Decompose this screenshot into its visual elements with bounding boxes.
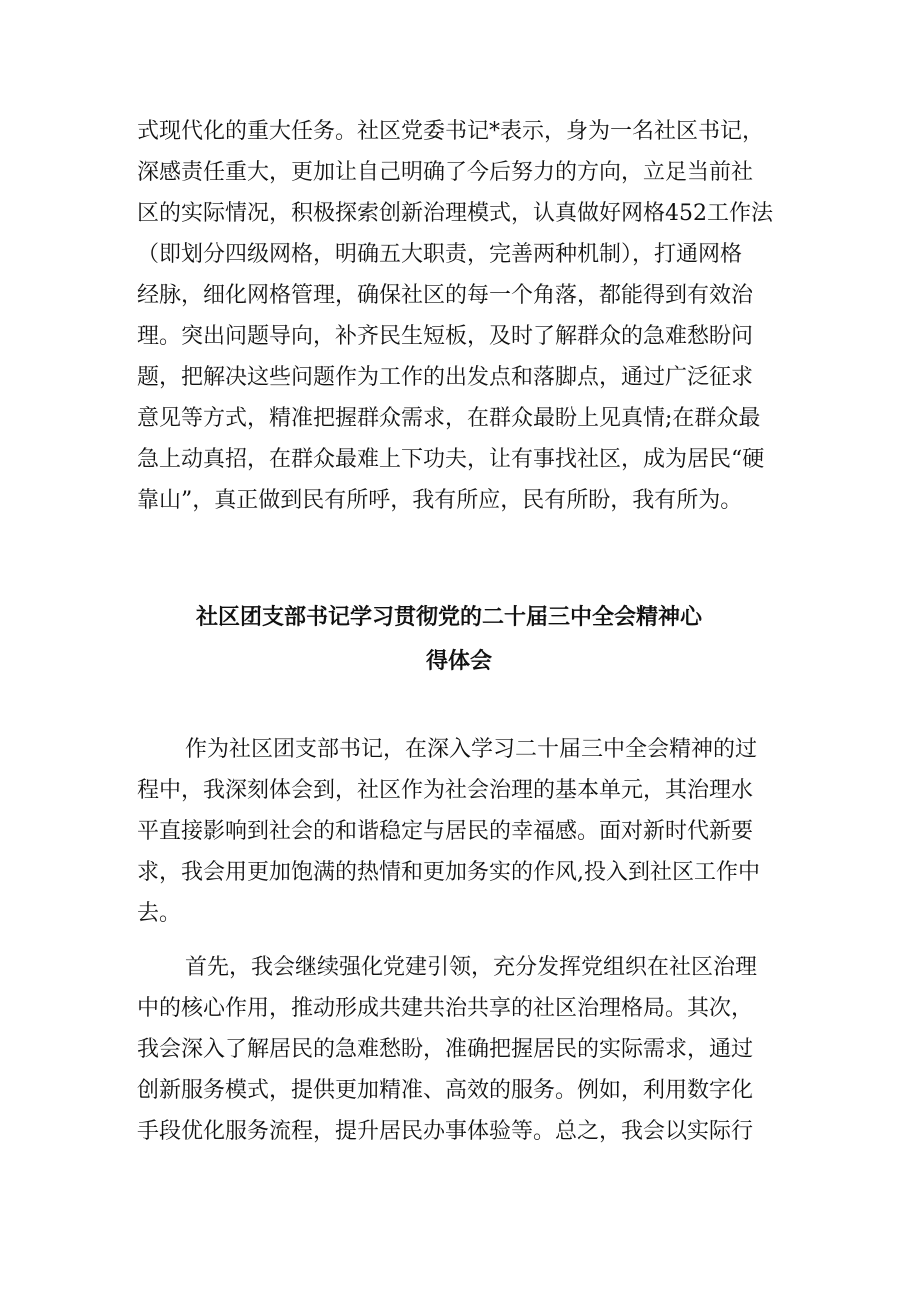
paragraph-line: 经脉，细化网格管理，确保社区的每一个角落，都能得到有效治 [137, 283, 754, 308]
paragraph-line: 首先，我会继续强化党建引领，充分发挥党组织在社区治理 [185, 955, 758, 980]
paragraph-line: 式现代化的重大任务。社区党委书记*表示，身为一名社区书记， [137, 119, 765, 144]
paragraph-line: 区的实际情况，积极探索创新治理模式，认真做好网格452工作法 [137, 201, 773, 226]
paragraph-line: 中的核心作用，推动形成共建共治共享的社区治理格局。其次， [137, 996, 754, 1021]
paragraph-line: 我会深入了解居民的急难愁盼，准确把握居民的实际需求，通过 [137, 1037, 754, 1062]
paragraph-line: 程中，我深刻体会到，社区作为社会治理的基本单元，其治理水 [137, 778, 754, 803]
section-title-line-2: 得体会 [426, 649, 493, 674]
paragraph-line: 理。突出问题导向，补齐民生短板，及时了解群众的急难愁盼问 [137, 324, 754, 349]
paragraph-line: 靠山”，真正做到民有所呼，我有所应，民有所盼，我有所为。 [137, 488, 743, 513]
paragraph-line: 意见等方式，精准把握群众需求，在群众最盼上见真情;在群众最 [137, 406, 761, 431]
section-title-line-1: 社区团支部书记学习贯彻党的二十届三中全会精神心 [196, 605, 703, 630]
paragraph-line: 平直接影响到社会的和谐稳定与居民的幸福感。面对新时代新要 [137, 819, 754, 844]
paragraph-line: 求，我会用更加饱满的热情和更加务实的作风,投入到社区工作中 [137, 860, 760, 885]
paragraph-line: 题，把解决这些问题作为工作的出发点和落脚点，通过广泛征求 [137, 365, 754, 390]
paragraph-line: 手段优化服务流程，提升居民办事体验等。总之，我会以实际行 [137, 1119, 754, 1144]
paragraph-line: 深感责任重大，更加让自己明确了今后努力的方向，立足当前社 [137, 160, 754, 185]
paragraph-line: 急上动真招，在群众最难上下功夫，让有事找社区，成为居民“硬 [137, 447, 765, 472]
paragraph-line: （即划分四级网格，明确五大职责，完善两种机制），打通网格 [137, 242, 743, 267]
paragraph-line: 作为社区团支部书记，在深入学习二十届三中全会精神的过 [185, 737, 758, 762]
paragraph-line: 创新服务模式，提供更加精准、高效的服务。例如，利用数字化 [137, 1078, 754, 1103]
paragraph-line: 去。 [137, 901, 182, 926]
